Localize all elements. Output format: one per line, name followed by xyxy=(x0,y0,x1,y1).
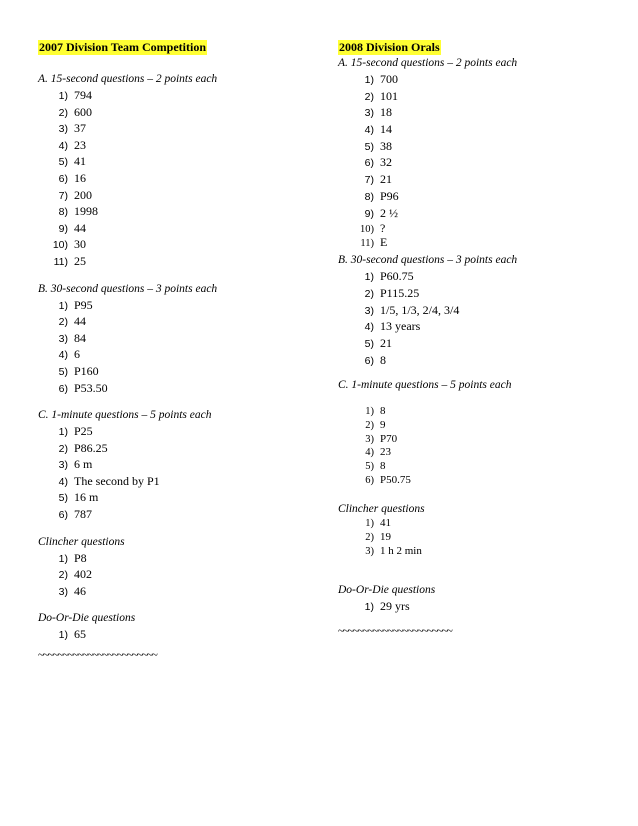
item-answer: P50.75 xyxy=(380,473,411,486)
item-number: 5) xyxy=(58,365,68,378)
list-item xyxy=(38,236,318,253)
list-item xyxy=(338,433,628,447)
item-number: 4) xyxy=(58,139,68,152)
list-item xyxy=(38,87,318,104)
item-number: 3) xyxy=(58,459,68,472)
list-item xyxy=(338,188,628,205)
list-item xyxy=(338,235,628,249)
list-item xyxy=(338,138,628,155)
item-number: 6) xyxy=(58,382,68,395)
left-column xyxy=(38,38,318,662)
item-answer: P96 xyxy=(380,188,399,203)
list-item xyxy=(38,626,318,643)
left-do-or-die-heading: Do-Or-Die questions xyxy=(38,612,136,625)
item-answer: 1998 xyxy=(74,204,98,219)
left-section-b-list xyxy=(38,297,318,397)
item-answer: 19 xyxy=(380,531,391,544)
list-item xyxy=(38,380,318,397)
item-answer: 16 m xyxy=(74,490,99,505)
item-number: 9) xyxy=(58,222,68,235)
list-item xyxy=(38,104,318,121)
item-answer: 14 xyxy=(380,122,392,137)
list-item xyxy=(338,154,628,171)
item-number: 6) xyxy=(364,157,374,170)
item-answer: The second by P1 xyxy=(74,473,160,488)
item-number: 1) xyxy=(364,271,374,284)
list-item xyxy=(38,330,318,347)
item-answer: P70 xyxy=(380,432,398,445)
list-item xyxy=(38,153,318,170)
item-answer: 46 xyxy=(74,583,86,598)
list-item xyxy=(338,71,628,88)
item-answer: 794 xyxy=(74,88,92,102)
right-separator: ~~~~~~~~~~~~~~~~~~~~~~~ xyxy=(338,625,452,638)
item-number: 3) xyxy=(364,107,374,120)
item-number: 10) xyxy=(52,239,68,252)
item-answer: 8 xyxy=(380,405,386,418)
item-number: 8) xyxy=(364,190,374,203)
left-do-or-die-list xyxy=(38,626,318,643)
left-separator: ~~~~~~~~~~~~~~~~~~~~~~~~ xyxy=(38,649,157,662)
item-number: 8) xyxy=(58,206,68,219)
right-column xyxy=(338,38,628,638)
right-clincher-heading: Clincher questions xyxy=(338,503,425,516)
list-item xyxy=(338,104,628,121)
list-item xyxy=(38,583,318,600)
item-number: 1) xyxy=(58,426,68,439)
item-answer: 9 xyxy=(380,419,386,431)
left-section-c-list xyxy=(38,423,318,523)
item-number: 2) xyxy=(365,420,374,431)
list-item xyxy=(338,88,628,105)
right-section-b-heading: B. 30-second questions – 3 points each xyxy=(338,254,518,267)
item-answer: P53.50 xyxy=(74,380,108,395)
item-number: 2) xyxy=(364,90,374,103)
item-answer: 6 m xyxy=(74,457,93,472)
item-number: 11) xyxy=(360,238,374,250)
item-number: 2) xyxy=(364,287,374,300)
item-answer: 600 xyxy=(74,104,92,119)
item-number: 2) xyxy=(58,569,68,582)
item-number: 3) xyxy=(364,304,374,317)
list-item xyxy=(38,456,318,473)
item-number: 4) xyxy=(364,321,374,334)
left-section-b-heading: B. 30-second questions – 3 points each xyxy=(38,282,218,295)
list-item xyxy=(338,171,628,188)
item-answer: 30 xyxy=(74,237,86,252)
item-answer: P115.25 xyxy=(380,285,420,300)
list-item xyxy=(38,137,318,154)
right-section-a-heading: A. 15-second questions – 2 points each xyxy=(338,57,518,69)
list-item xyxy=(338,405,628,419)
item-number: 1) xyxy=(365,406,374,418)
item-answer: 8 xyxy=(380,460,386,473)
list-item xyxy=(338,446,628,460)
list-item xyxy=(38,297,318,314)
item-answer: P25 xyxy=(74,424,93,439)
item-answer: 21 xyxy=(380,335,392,350)
left-section-a-heading: A. 15-second questions – 2 points each xyxy=(38,73,218,85)
item-number: 6) xyxy=(365,474,374,486)
list-item xyxy=(338,302,628,319)
list-item xyxy=(38,363,318,380)
item-number: 9) xyxy=(364,207,374,220)
item-answer: 8 xyxy=(380,352,386,367)
item-answer: P160 xyxy=(74,363,99,378)
item-number: 7) xyxy=(364,174,374,187)
list-item xyxy=(338,335,628,352)
right-clincher-list xyxy=(338,517,628,558)
item-answer: 41 xyxy=(380,517,391,530)
list-item xyxy=(338,517,628,531)
list-item xyxy=(338,460,628,474)
item-answer: 25 xyxy=(74,253,86,268)
item-number: 1) xyxy=(364,600,374,613)
item-answer: 65 xyxy=(74,627,86,642)
item-answer: P60.75 xyxy=(380,269,414,284)
item-number: 1) xyxy=(58,629,68,642)
left-title: 2007 Division Team Competition xyxy=(39,40,207,54)
item-number: 7) xyxy=(58,189,68,202)
list-item xyxy=(338,268,628,285)
item-answer: 18 xyxy=(380,105,392,120)
item-answer: 787 xyxy=(74,507,92,522)
list-item xyxy=(38,489,318,506)
item-number: 1) xyxy=(364,74,374,86)
item-number: 1) xyxy=(58,552,68,565)
item-number: 5) xyxy=(364,140,374,153)
right-section-c-list xyxy=(338,405,628,487)
item-number: 2) xyxy=(58,106,68,119)
item-answer: 2 ½ xyxy=(380,205,398,220)
item-answer: E xyxy=(380,235,388,250)
right-section-a-list xyxy=(338,71,628,249)
item-number: 4) xyxy=(365,447,374,459)
item-answer: 41 xyxy=(74,154,86,169)
list-item xyxy=(38,423,318,440)
item-answer: 1/5, 1/3, 2/4, 3/4 xyxy=(380,302,460,317)
item-answer: 38 xyxy=(380,138,392,153)
item-answer: 23 xyxy=(74,137,86,152)
item-number: 10) xyxy=(360,224,374,236)
right-section-c-heading: C. 1-minute questions – 5 points each xyxy=(338,379,512,392)
item-answer: 13 years xyxy=(380,319,421,334)
item-answer: 32 xyxy=(380,155,392,170)
item-answer: 101 xyxy=(380,88,398,103)
item-number: 3) xyxy=(58,585,68,598)
item-answer: 23 xyxy=(380,446,391,459)
list-item xyxy=(38,220,318,237)
list-item xyxy=(338,419,628,433)
item-number: 6) xyxy=(364,354,374,367)
list-item xyxy=(38,203,318,220)
item-answer: 1 h 2 min xyxy=(380,544,422,557)
item-number: 4) xyxy=(58,349,68,362)
list-item xyxy=(38,473,318,490)
left-clincher-list xyxy=(38,550,318,600)
list-item xyxy=(38,506,318,523)
list-item xyxy=(338,318,628,335)
item-number: 1) xyxy=(58,90,68,102)
list-item xyxy=(38,440,318,457)
right-do-or-die-heading: Do-Or-Die questions xyxy=(338,583,436,596)
left-section-a-list xyxy=(38,87,318,270)
list-item xyxy=(338,121,628,138)
item-answer: 84 xyxy=(74,330,86,345)
list-item xyxy=(338,221,628,235)
list-item xyxy=(38,187,318,204)
item-number: 5) xyxy=(58,492,68,505)
list-item xyxy=(338,352,628,369)
item-number: 1) xyxy=(365,518,374,530)
item-number: 3) xyxy=(58,123,68,136)
list-item xyxy=(338,285,628,302)
right-section-b-list xyxy=(338,268,628,368)
item-number: 4) xyxy=(58,475,68,488)
item-answer: 37 xyxy=(74,121,86,136)
item-number: 3) xyxy=(365,433,374,445)
item-number: 6) xyxy=(58,509,68,522)
item-number: 2) xyxy=(365,532,374,544)
item-number: 4) xyxy=(364,124,374,137)
item-number: 1) xyxy=(58,299,68,312)
list-item xyxy=(338,205,628,222)
item-answer: 6 xyxy=(74,347,80,362)
item-answer: 29 yrs xyxy=(380,598,410,613)
item-number: 11) xyxy=(53,255,68,268)
item-answer: 200 xyxy=(74,187,92,202)
item-answer: 402 xyxy=(74,567,92,582)
item-number: 5) xyxy=(364,337,374,350)
list-item xyxy=(38,313,318,330)
list-item xyxy=(338,531,628,545)
item-answer: 44 xyxy=(74,220,86,235)
item-answer: ? xyxy=(380,221,386,236)
item-answer: P95 xyxy=(74,297,93,312)
right-do-or-die-list xyxy=(338,598,628,615)
item-answer: 16 xyxy=(74,170,86,185)
item-number: 2) xyxy=(58,316,68,329)
list-item xyxy=(38,566,318,583)
list-item xyxy=(338,545,628,559)
item-number: 6) xyxy=(58,172,68,185)
left-clincher-heading: Clincher questions xyxy=(38,535,125,548)
list-item xyxy=(38,170,318,187)
item-number: 3) xyxy=(58,332,68,345)
left-section-c-heading: C. 1-minute questions – 5 points each xyxy=(38,409,212,422)
item-number: 5) xyxy=(58,156,68,169)
list-item xyxy=(38,253,318,270)
item-number: 5) xyxy=(365,461,374,473)
item-number: 3) xyxy=(365,545,374,557)
item-answer: P86.25 xyxy=(74,440,108,455)
list-item xyxy=(38,346,318,363)
list-item xyxy=(338,598,628,615)
item-answer: P8 xyxy=(74,550,87,565)
list-item xyxy=(38,550,318,567)
item-answer: 700 xyxy=(380,72,398,86)
right-title: 2008 Division Orals xyxy=(339,40,440,54)
item-answer: 21 xyxy=(380,172,392,187)
item-answer: 44 xyxy=(74,314,86,329)
list-item xyxy=(38,120,318,137)
list-item xyxy=(338,474,628,488)
item-number: 2) xyxy=(58,442,68,455)
